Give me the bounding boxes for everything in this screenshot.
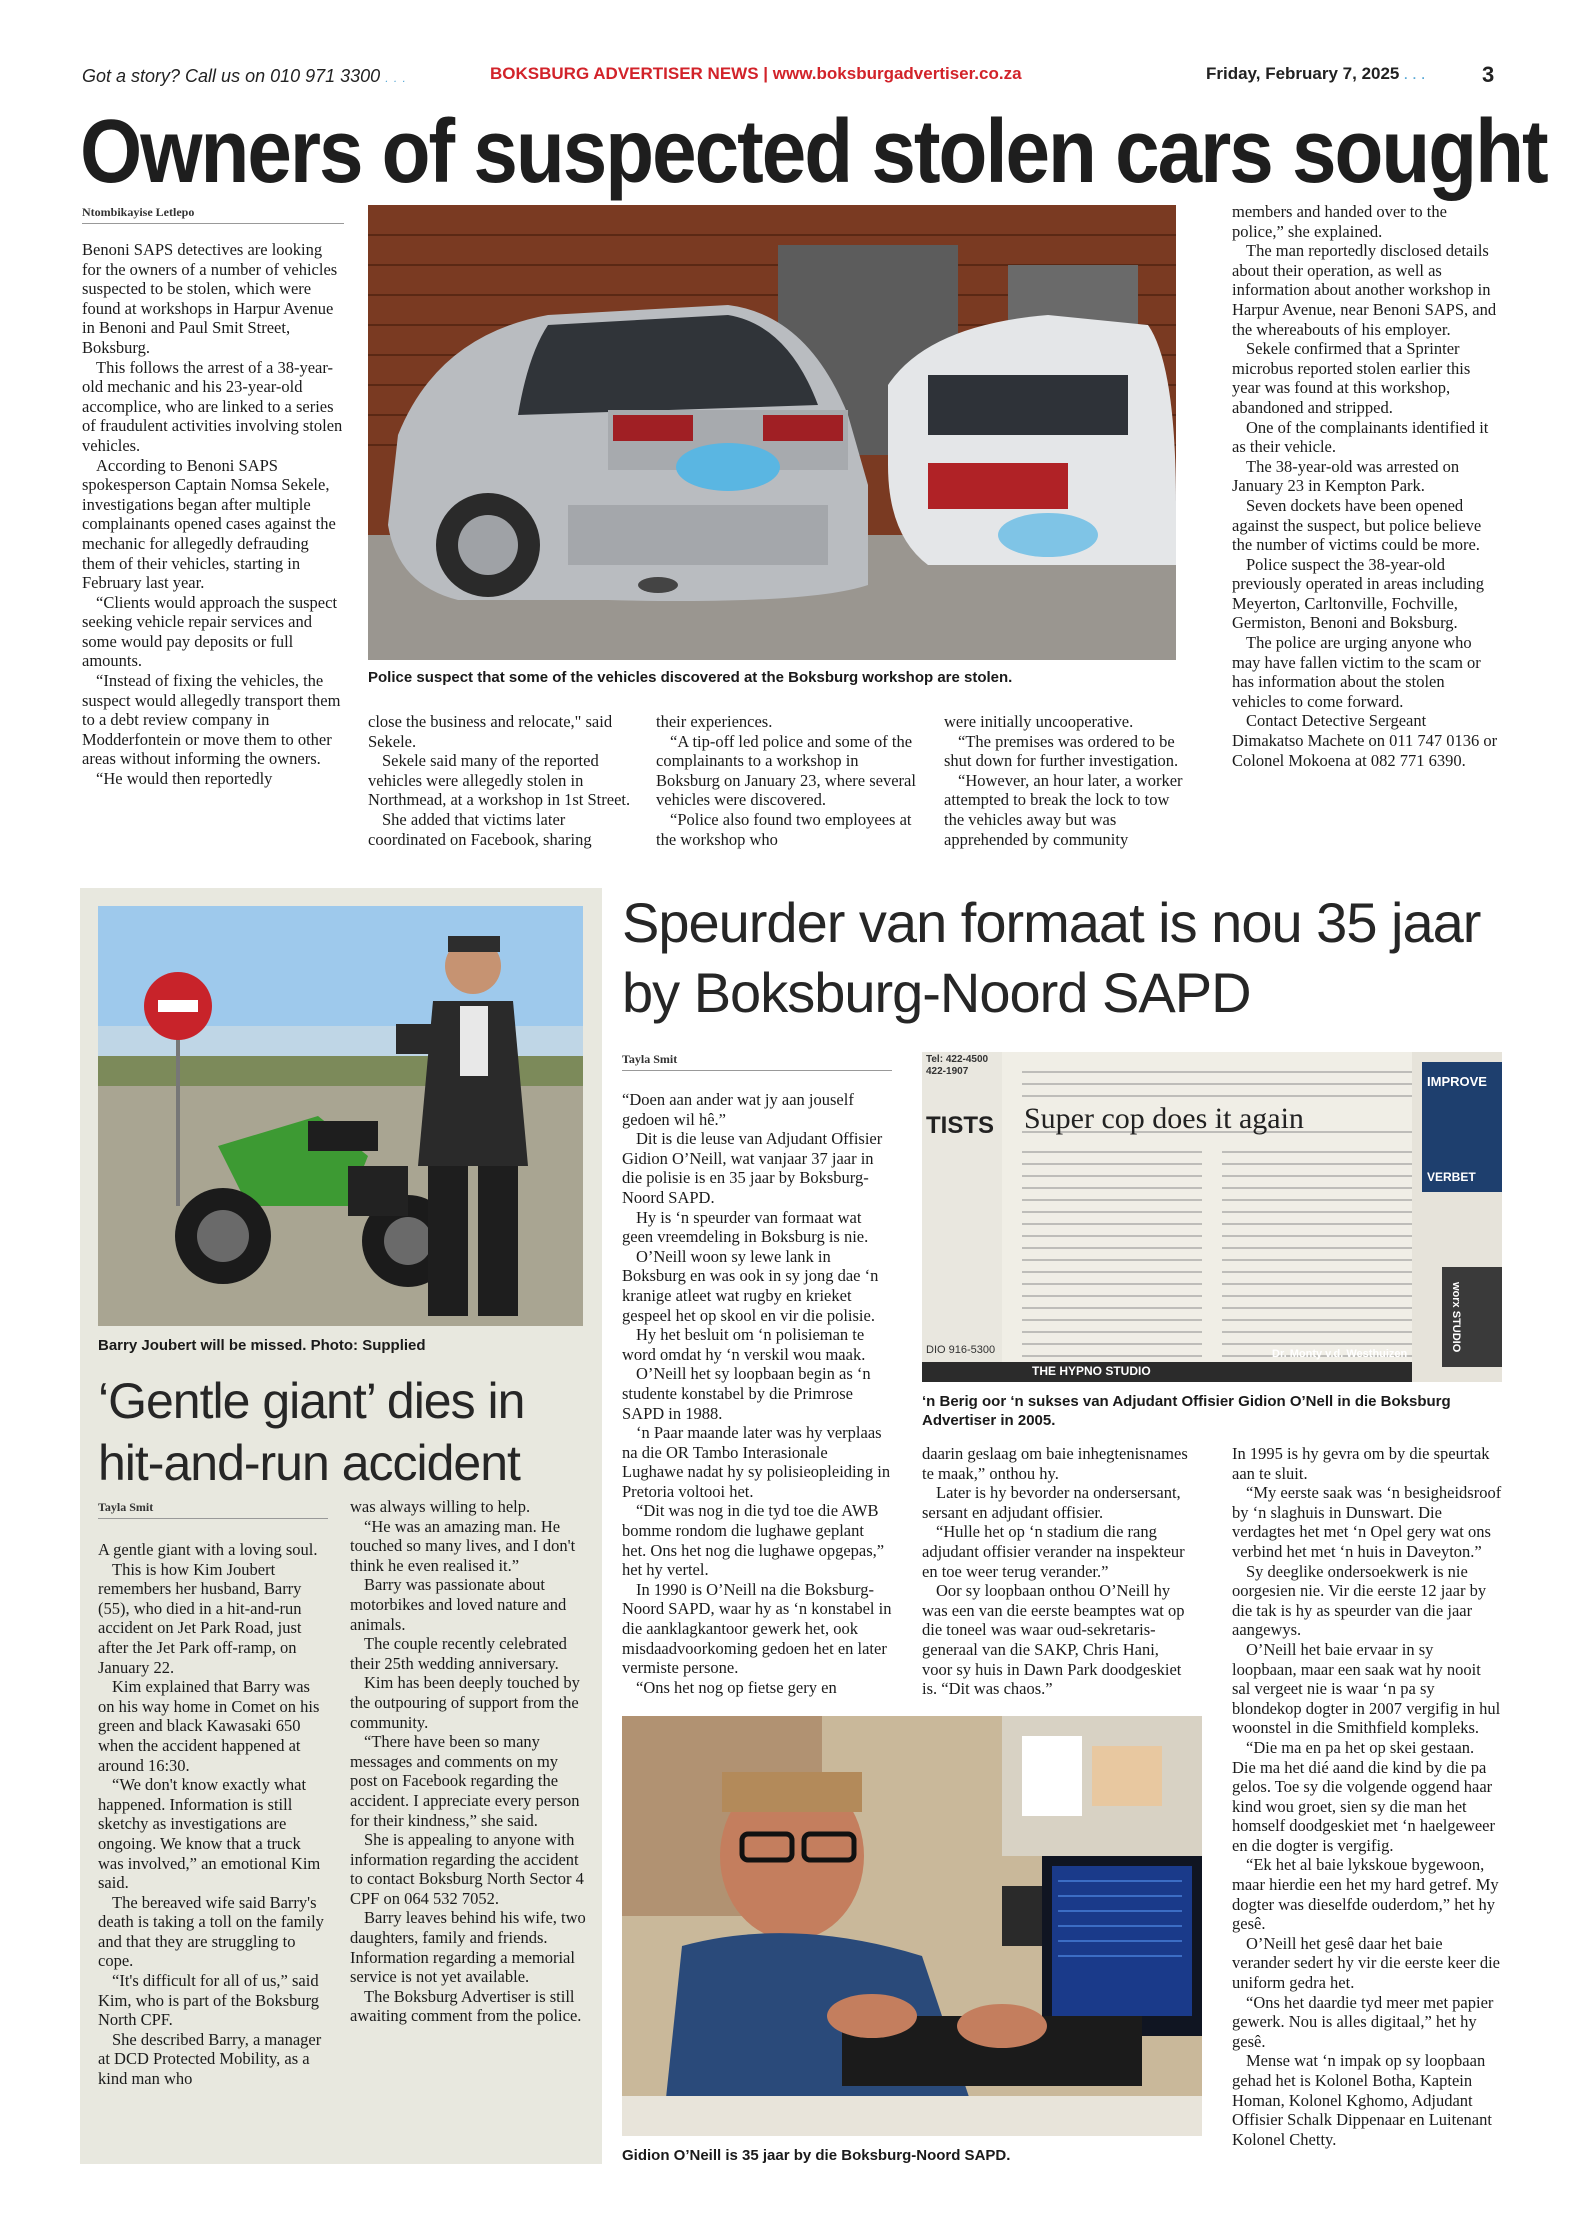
story3-column-1: “Doen aan ander wat jy aan jouself gedoen wil hê.” Dit is die leuse van Adjudant Offisier Gidion O’Neill, wat vanjaar 37 jaar in die polisie is en 35 jaar by Boksburg-Noord SAPD. Hy is ‘n speurder van formaat wat geen vreemdeling in Boksburg is nie. O’Neill woon sy lewe lank in Boksburg en was ook in sy jong dae ‘n kranige atleet wat rugby en krieket gespeel het op skool en vir die polisie. Hy het besluit om ‘n polisieman te word omdat hy ‘n verskil wou maak. O’Neill het sy loopbaan begin as ‘n studente konstabel by die Primrose SAPD in 1988. ‘n Paar maande later was hy verplaas na die OR Tambo Interasionale Lughawe nadat hy sy polisieopleiding in Pretoria voltooi het. “Dit was nog in die tyd toe die AWB bomme rondom die lughawe geplant het. Ons het nog die lughawe opgepas,” het hy vertel. In 1990 is O’Neill na die Boksburg-Noord SAPD, waar hy as ‘n konstabel in die aanklagkantoor gewerk het, ook misdaadvoorkoming gedoen het en later vermiste persone. “Ons het nog op fietse gery en: [622, 1090, 892, 1697]
clipping-hypno-ad: THE HYPNO STUDIO: [1032, 1364, 1151, 1378]
clipping-ad-name: TISTS: [926, 1112, 995, 1139]
story2-column-1: A gentle giant with a loving soul. This is how Kim Joubert remembers her husband, Barry (55), who died in a hit-and-run accident on Jet Park Road, just after the Jet Park off-ramp, on January 22. Kim explained that Barry was on his way home in Comet on his green and black Kawasaki 650 when the accident happened at around 16:30. “We don't know exactly what happened. Information is still sketchy as investigations are ongoing. We know that a truck was involved,” an emotional Kim said. The bereaved wife said Barry's death is taking a toll on the family and that they are struggling to cope. “It's difficult for all of us,” said Kim, who is part of the Boksburg North CPF. She described Barry, a manager at DCD Protected Mobility, as a kind man who: [98, 1540, 324, 2089]
main-headline: Owners of suspected stolen cars sought: [80, 101, 1547, 202]
clipping-improve-ad: IMPROVE: [1427, 1074, 1487, 1089]
story1-column-3: their experiences. “A tip-off led police and some of the complainants to a workshop in Boksburg on January 23, where several vehicles were discovered. “Police also found two employees at the workshop who: [656, 712, 916, 849]
story2-byline: Tayla Smit: [98, 1500, 154, 1514]
byline-rule: [82, 223, 344, 224]
clipping-studio-number: DIO 916-5300: [926, 1344, 996, 1356]
byline-rule: [622, 1070, 892, 1071]
barry-joubert-photo: [98, 906, 583, 1326]
clipping-title: Super cop does it again: [1024, 1102, 1304, 1135]
clipping-masthead: Dr. Monty v.d. Westhuizen: [1272, 1348, 1408, 1360]
story1-column-4: were initially uncooperative. “The premises was ordered to be shut down for further investigation. “However, an hour later, a worker attempted to break the lock to tow the vehicles away but was apprehended by community: [944, 712, 1183, 849]
story3-headline: Speurder van formaat is nou 35 jaar by Boksburg-Noord SAPD: [622, 891, 1481, 1024]
clipping-ad-phone: Tel: 422-4500 422-1907: [926, 1054, 989, 1077]
story2-photo-caption: Barry Joubert will be missed. Photo: Supplied: [98, 1337, 426, 1354]
header-tip-line: Got a story? Call us on 010 971 3300 . . .: [82, 66, 407, 86]
clipping-caption: ‘n Berig oor ‘n sukses van Adjudant Offisier Gidion O’Nell in die Boksburg Advertiser in 2005.: [922, 1393, 1451, 1429]
story1-column-1: Benoni SAPS detectives are looking for the owners of a number of vehicles suspected to be stolen, which were found at workshops in Harpur Avenue in Benoni and Paul Smit Street, Boksburg. This follows the arrest of a 38-year-old mechanic and his 23-year-old accomplice, who are linked to a series of fraudulent activities involving stolen vehicles. According to Benoni SAPS spokesperson Captain Nomsa Sekele, investigations began after multiple complainants opened cases against the mechanic for allegedly defrauding them of their vehicles, starting in February last year. “Clients would approach the suspect seeking vehicle repair services and some would pay deposits or full amounts. “Instead of fixing the vehicles, the suspect would allegedly transport them to a debt review company in Modderfontein or move them to other areas without informing the owners. “He would then reportedly: [82, 240, 343, 789]
page-number: 3: [1482, 62, 1495, 87]
byline-rule: [98, 1518, 328, 1519]
clipping-verbet-ad: VERBET: [1427, 1170, 1476, 1184]
story1-column-2: close the business and relocate," said Sekele. Sekele said many of the reported vehicles were allegedly stolen in Northmead, at a workshop in 1st Street. She added that victims later coordinated on Facebook, sharing: [368, 712, 631, 849]
story2-headline: ‘Gentle giant’ dies in hit-and-run accident: [98, 1373, 525, 1491]
stolen-cars-photo: [368, 205, 1176, 660]
header-publication: BOKSBURG ADVERTISER NEWS | www.boksburgadvertiser.co.za: [490, 64, 1022, 83]
header-date: Friday, February 7, 2025 . . .: [1206, 64, 1426, 83]
story1-photo-caption: Police suspect that some of the vehicles discovered at the Boksburg workshop are stolen.: [368, 669, 1013, 686]
story3-column-3: In 1995 is hy gevra om by die speurtak aan te sluit. “My eerste saak was ‘n besigheidsroof by ‘n slaghuis in Dunswart. Die verdagtes het met ‘n Opel gery wat ons verbind het met ‘n huis in Daveyton.” Sy deeglike ondersoekwerk is nie oorgesien nie. Vir die eerste 12 jaar by die tak is hy as speurder van die jaar aangewys. O’Neill het baie ervaar in sy loopbaan, maar een saak wat hy nooit sal vergeet nie is waar ‘n pa sy blondekop dogter in 2007 vergifig in hul woonstel in die Smithfield kompleks. “Die ma en pa het op skei gestaan. Die ma het dié aand die kind by die pa gelos. Toe sy die volgende oggend haar kind wou groet, sien sy die man het homself doodgeskiet met ‘n haelgeweer en die dogter is vergifig. “Ek het al baie lykskoue bygewoon, maar hierdie een het my hard getref. My dogter was dieselfde ouderdom,” het hy gesê. O’Neill het gesê daar het baie verander sedert hy vir die eerste keer die uniform gedra het. “Ons het daardie tyd meer met papier gewerk. Nou is alles digitaal,” het hy gesê. Mense wat ‘n impak op sy loopbaan gehad het is Kolonel Botha, Kaptein Homan, Kolonel Kghomo, Adjudant Offisier Schalk Dippenaar en Luitenant Kolonel Chetty.: [1232, 1444, 1502, 2149]
newspaper-clipping: [922, 1052, 1502, 1382]
story3-byline: Tayla Smit: [622, 1052, 678, 1066]
story1-byline: Ntombikayise Letlepo: [82, 205, 195, 219]
clipping-worx-ad: worx STUDIO: [1450, 1282, 1462, 1353]
gidion-oneill-photo: [622, 1716, 1202, 2136]
oneill-photo-caption: Gidion O’Neill is 35 jaar by die Boksburg-Noord SAPD.: [622, 2147, 1011, 2164]
story2-column-2: was always willing to help. “He was an amazing man. He touched so many lives, and I don't think he even realised it.” Barry was passionate about motorbikes and loved nature and animals. The couple recently celebrated their 25th wedding anniversary. Kim has been deeply touched by the outpouring of support from the community. “There have been so many messages and comments on my post on Facebook regarding the accident. I appreciate every person for their kindness,” she said. She is appealing to anyone with information regarding the accident to contact Boksburg North Sector 4 CPF on 064 532 7052. Barry leaves behind his wife, two daughters, family and friends. Information regarding a memorial service is not yet available. The Boksburg Advertiser is still awaiting comment from the police.: [350, 1497, 586, 2026]
story1-column-5: members and handed over to the police,” she explained. The man reportedly disclosed details about their operation, as well as information about another workshop in Harpur Avenue, near Benoni SAPS, and the whereabouts of his employer. Sekele confirmed that a Sprinter microbus reported stolen earlier this year was found at this workshop, abandoned and stripped. One of the complainants identified it as their vehicle. The 38-year-old was arrested on January 23 in Kempton Park. Seven dockets have been opened against the suspect, but police believe the number of victims could be more. Police suspect the 38-year-old previously operated in areas including Meyerton, Carltonville, Fochville, Germiston, Benoni and Boksburg. The police are urging anyone who may have fallen victim to the scam or has information about the stolen vehicles to come forward. Contact Detective Sergeant Dimakatso Machete on 011 747 0136 or Colonel Mokoena at 082 771 6390.: [1232, 202, 1498, 770]
story3-column-2: daarin geslaag om baie inhegtenisnames te maak,” onthou hy. Later is hy bevorder na ondersersant, sersant en adjudant offisier. “Hulle het op ‘n stadium die rang adjudant offisier verander na inspekteur en toe weer terug verander.” Oor sy loopbaan onthou O’Neill hy was een van die eerste beamptes wat op die toneel was waar oud-sekretaris-generaal van die SAKP, Chris Hani, voor sy huis in Dawn Park doodgeskiet is. “Dit was chaos.”: [922, 1444, 1188, 1699]
